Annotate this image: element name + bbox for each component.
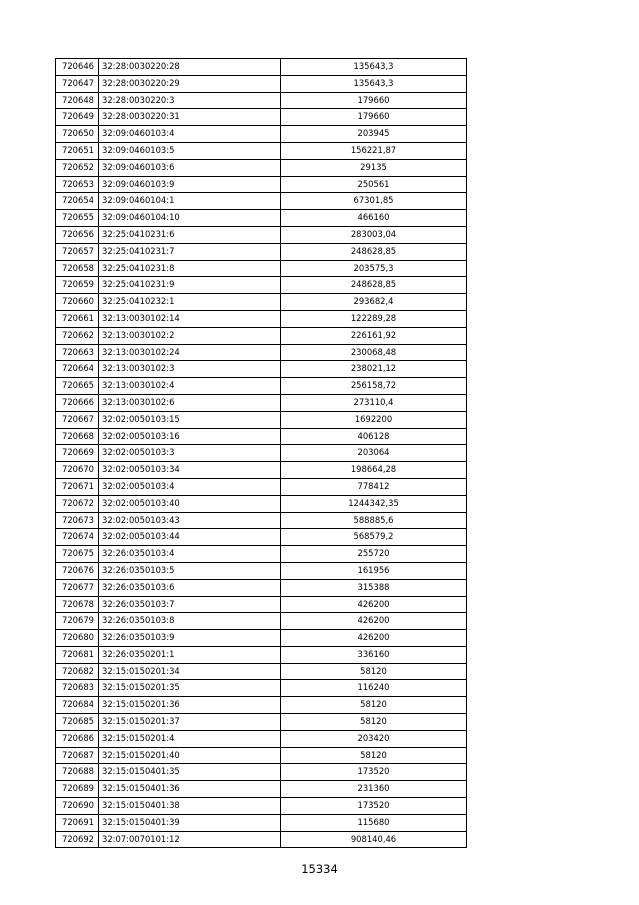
row-id-cell: 720659 bbox=[56, 277, 99, 294]
table-row bbox=[56, 260, 467, 277]
cadastral-number-cell: 32:02:0050103:15 bbox=[99, 411, 281, 428]
value-cell: 173520 bbox=[281, 798, 467, 815]
row-id-cell: 720661 bbox=[56, 310, 99, 327]
cadastral-number-cell: 32:13:0030102:6 bbox=[99, 394, 281, 411]
table-row bbox=[56, 126, 467, 143]
row-id-cell: 720653 bbox=[56, 176, 99, 193]
value-cell: 238021,12 bbox=[281, 361, 467, 378]
cadastral-number-cell: 32:13:0030102:2 bbox=[99, 327, 281, 344]
table-row bbox=[56, 714, 467, 731]
cadastral-number-cell: 32:26:0350103:8 bbox=[99, 613, 281, 630]
table-row bbox=[56, 210, 467, 227]
row-id-cell: 720673 bbox=[56, 512, 99, 529]
value-cell: 67301,85 bbox=[281, 193, 467, 210]
cadastral-number-cell: 32:09:0460104:10 bbox=[99, 210, 281, 227]
row-id-cell: 720692 bbox=[56, 831, 99, 848]
table-row bbox=[56, 428, 467, 445]
table-row bbox=[56, 495, 467, 512]
cadastral-number-cell: 32:02:0050103:43 bbox=[99, 512, 281, 529]
value-cell: 203945 bbox=[281, 126, 467, 143]
table-row bbox=[56, 646, 467, 663]
row-id-cell: 720667 bbox=[56, 411, 99, 428]
value-cell: 1692200 bbox=[281, 411, 467, 428]
cadastral-number-cell: 32:02:0050103:34 bbox=[99, 462, 281, 479]
row-id-cell: 720678 bbox=[56, 596, 99, 613]
table-row bbox=[56, 159, 467, 176]
value-cell: 198664,28 bbox=[281, 462, 467, 479]
row-id-cell: 720650 bbox=[56, 126, 99, 143]
cadastral-number-cell: 32:09:0460103:5 bbox=[99, 142, 281, 159]
table-row bbox=[56, 781, 467, 798]
cadastral-number-cell: 32:07:0070101:12 bbox=[99, 831, 281, 848]
value-cell: 135643,3 bbox=[281, 75, 467, 92]
table-row bbox=[56, 176, 467, 193]
value-cell: 161956 bbox=[281, 562, 467, 579]
value-cell: 466160 bbox=[281, 210, 467, 227]
cadastral-number-cell: 32:26:0350103:9 bbox=[99, 630, 281, 647]
row-id-cell: 720684 bbox=[56, 697, 99, 714]
value-cell: 203420 bbox=[281, 730, 467, 747]
value-cell: 226161,92 bbox=[281, 327, 467, 344]
table-row bbox=[56, 411, 467, 428]
value-cell: 336160 bbox=[281, 646, 467, 663]
table-row bbox=[56, 630, 467, 647]
value-cell: 283003,04 bbox=[281, 226, 467, 243]
cadastral-number-cell: 32:28:0030220:28 bbox=[99, 59, 281, 76]
value-cell: 179660 bbox=[281, 92, 467, 109]
cadastral-number-cell: 32:28:0030220:3 bbox=[99, 92, 281, 109]
row-id-cell: 720671 bbox=[56, 478, 99, 495]
table-row bbox=[56, 109, 467, 126]
table-row bbox=[56, 226, 467, 243]
value-cell: 426200 bbox=[281, 596, 467, 613]
row-id-cell: 720687 bbox=[56, 747, 99, 764]
cadastral-number-cell: 32:13:0030102:14 bbox=[99, 310, 281, 327]
cadastral-number-cell: 32:15:0150201:36 bbox=[99, 697, 281, 714]
row-id-cell: 720686 bbox=[56, 730, 99, 747]
table-row bbox=[56, 814, 467, 831]
value-cell: 58120 bbox=[281, 714, 467, 731]
cadastral-number-cell: 32:15:0150201:37 bbox=[99, 714, 281, 731]
cadastral-number-cell: 32:09:0460104:1 bbox=[99, 193, 281, 210]
table-row bbox=[56, 327, 467, 344]
data-table bbox=[55, 58, 467, 848]
cadastral-number-cell: 32:15:0150201:34 bbox=[99, 663, 281, 680]
cadastral-number-cell: 32:28:0030220:31 bbox=[99, 109, 281, 126]
value-cell: 315388 bbox=[281, 579, 467, 596]
row-id-cell: 720648 bbox=[56, 92, 99, 109]
row-id-cell: 720662 bbox=[56, 327, 99, 344]
row-id-cell: 720691 bbox=[56, 814, 99, 831]
row-id-cell: 720652 bbox=[56, 159, 99, 176]
cadastral-number-cell: 32:15:0150401:39 bbox=[99, 814, 281, 831]
value-cell: 173520 bbox=[281, 764, 467, 781]
table-row bbox=[56, 59, 467, 76]
row-id-cell: 720668 bbox=[56, 428, 99, 445]
cadastral-number-cell: 32:02:0050103:3 bbox=[99, 445, 281, 462]
row-id-cell: 720657 bbox=[56, 243, 99, 260]
value-cell: 293682,4 bbox=[281, 294, 467, 311]
row-id-cell: 720683 bbox=[56, 680, 99, 697]
cadastral-number-cell: 32:02:0050103:16 bbox=[99, 428, 281, 445]
value-cell: 179660 bbox=[281, 109, 467, 126]
row-id-cell: 720690 bbox=[56, 798, 99, 815]
row-id-cell: 720649 bbox=[56, 109, 99, 126]
table-row bbox=[56, 764, 467, 781]
table-body bbox=[56, 59, 467, 848]
row-id-cell: 720663 bbox=[56, 344, 99, 361]
value-cell: 203064 bbox=[281, 445, 467, 462]
cadastral-number-cell: 32:26:0350201:1 bbox=[99, 646, 281, 663]
row-id-cell: 720681 bbox=[56, 646, 99, 663]
value-cell: 116240 bbox=[281, 680, 467, 697]
cadastral-number-cell: 32:25:0410231:7 bbox=[99, 243, 281, 260]
row-id-cell: 720689 bbox=[56, 781, 99, 798]
row-id-cell: 720658 bbox=[56, 260, 99, 277]
table-row bbox=[56, 529, 467, 546]
cadastral-number-cell: 32:28:0030220:29 bbox=[99, 75, 281, 92]
table-row bbox=[56, 663, 467, 680]
value-cell: 122289,28 bbox=[281, 310, 467, 327]
row-id-cell: 720669 bbox=[56, 445, 99, 462]
cadastral-number-cell: 32:25:0410231:6 bbox=[99, 226, 281, 243]
value-cell: 778412 bbox=[281, 478, 467, 495]
page-number: 15334 bbox=[301, 862, 338, 876]
value-cell: 203575,3 bbox=[281, 260, 467, 277]
table-row bbox=[56, 243, 467, 260]
value-cell: 248628,85 bbox=[281, 243, 467, 260]
cadastral-number-cell: 32:15:0150401:36 bbox=[99, 781, 281, 798]
row-id-cell: 720647 bbox=[56, 75, 99, 92]
row-id-cell: 720676 bbox=[56, 562, 99, 579]
value-cell: 1244342,35 bbox=[281, 495, 467, 512]
row-id-cell: 720664 bbox=[56, 361, 99, 378]
value-cell: 250561 bbox=[281, 176, 467, 193]
table-row bbox=[56, 747, 467, 764]
cadastral-number-cell: 32:25:0410232:1 bbox=[99, 294, 281, 311]
value-cell: 29135 bbox=[281, 159, 467, 176]
row-id-cell: 720682 bbox=[56, 663, 99, 680]
cadastral-number-cell: 32:09:0460103:4 bbox=[99, 126, 281, 143]
value-cell: 908140,46 bbox=[281, 831, 467, 848]
row-id-cell: 720654 bbox=[56, 193, 99, 210]
row-id-cell: 720656 bbox=[56, 226, 99, 243]
table-row bbox=[56, 310, 467, 327]
table-row bbox=[56, 546, 467, 563]
cadastral-number-cell: 32:26:0350103:7 bbox=[99, 596, 281, 613]
cadastral-number-cell: 32:13:0030102:4 bbox=[99, 378, 281, 395]
cadastral-number-cell: 32:25:0410231:9 bbox=[99, 277, 281, 294]
table-row bbox=[56, 394, 467, 411]
table-row bbox=[56, 562, 467, 579]
cadastral-number-cell: 32:02:0050103:40 bbox=[99, 495, 281, 512]
cadastral-number-cell: 32:09:0460103:6 bbox=[99, 159, 281, 176]
value-cell: 135643,3 bbox=[281, 59, 467, 76]
cadastral-number-cell: 32:13:0030102:3 bbox=[99, 361, 281, 378]
row-id-cell: 720666 bbox=[56, 394, 99, 411]
cadastral-number-cell: 32:25:0410231:8 bbox=[99, 260, 281, 277]
table-row bbox=[56, 75, 467, 92]
value-cell: 426200 bbox=[281, 613, 467, 630]
table-row bbox=[56, 142, 467, 159]
cadastral-number-cell: 32:13:0030102:24 bbox=[99, 344, 281, 361]
cadastral-number-cell: 32:15:0150201:40 bbox=[99, 747, 281, 764]
table-row bbox=[56, 361, 467, 378]
table-row bbox=[56, 478, 467, 495]
cadastral-number-cell: 32:02:0050103:44 bbox=[99, 529, 281, 546]
row-id-cell: 720655 bbox=[56, 210, 99, 227]
row-id-cell: 720688 bbox=[56, 764, 99, 781]
row-id-cell: 720685 bbox=[56, 714, 99, 731]
row-id-cell: 720679 bbox=[56, 613, 99, 630]
table-row bbox=[56, 378, 467, 395]
table-row bbox=[56, 92, 467, 109]
row-id-cell: 720675 bbox=[56, 546, 99, 563]
table-row bbox=[56, 798, 467, 815]
cadastral-number-cell: 32:26:0350103:5 bbox=[99, 562, 281, 579]
table-row bbox=[56, 512, 467, 529]
value-cell: 231360 bbox=[281, 781, 467, 798]
value-cell: 156221,87 bbox=[281, 142, 467, 159]
row-id-cell: 720670 bbox=[56, 462, 99, 479]
value-cell: 588885,6 bbox=[281, 512, 467, 529]
table-row bbox=[56, 831, 467, 848]
value-cell: 58120 bbox=[281, 697, 467, 714]
cadastral-number-cell: 32:15:0150201:4 bbox=[99, 730, 281, 747]
row-id-cell: 720646 bbox=[56, 59, 99, 76]
cadastral-number-cell: 32:15:0150201:35 bbox=[99, 680, 281, 697]
value-cell: 256158,72 bbox=[281, 378, 467, 395]
table-row bbox=[56, 445, 467, 462]
cadastral-number-cell: 32:26:0350103:6 bbox=[99, 579, 281, 596]
row-id-cell: 720674 bbox=[56, 529, 99, 546]
cadastral-number-cell: 32:09:0460103:9 bbox=[99, 176, 281, 193]
table-row bbox=[56, 344, 467, 361]
table-row bbox=[56, 193, 467, 210]
table-row bbox=[56, 730, 467, 747]
cadastral-number-cell: 32:26:0350103:4 bbox=[99, 546, 281, 563]
row-id-cell: 720651 bbox=[56, 142, 99, 159]
row-id-cell: 720660 bbox=[56, 294, 99, 311]
table-row bbox=[56, 294, 467, 311]
table-row bbox=[56, 596, 467, 613]
table-row bbox=[56, 277, 467, 294]
table-row bbox=[56, 579, 467, 596]
table-row bbox=[56, 613, 467, 630]
row-id-cell: 720677 bbox=[56, 579, 99, 596]
value-cell: 230068,48 bbox=[281, 344, 467, 361]
value-cell: 406128 bbox=[281, 428, 467, 445]
table-row bbox=[56, 462, 467, 479]
value-cell: 248628,85 bbox=[281, 277, 467, 294]
value-cell: 115680 bbox=[281, 814, 467, 831]
value-cell: 58120 bbox=[281, 747, 467, 764]
value-cell: 273110,4 bbox=[281, 394, 467, 411]
value-cell: 255720 bbox=[281, 546, 467, 563]
row-id-cell: 720665 bbox=[56, 378, 99, 395]
row-id-cell: 720680 bbox=[56, 630, 99, 647]
table-row bbox=[56, 697, 467, 714]
table-row bbox=[56, 680, 467, 697]
value-cell: 426200 bbox=[281, 630, 467, 647]
value-cell: 568579,2 bbox=[281, 529, 467, 546]
cadastral-number-cell: 32:02:0050103:4 bbox=[99, 478, 281, 495]
value-cell: 58120 bbox=[281, 663, 467, 680]
cadastral-number-cell: 32:15:0150401:38 bbox=[99, 798, 281, 815]
cadastral-number-cell: 32:15:0150401:35 bbox=[99, 764, 281, 781]
row-id-cell: 720672 bbox=[56, 495, 99, 512]
